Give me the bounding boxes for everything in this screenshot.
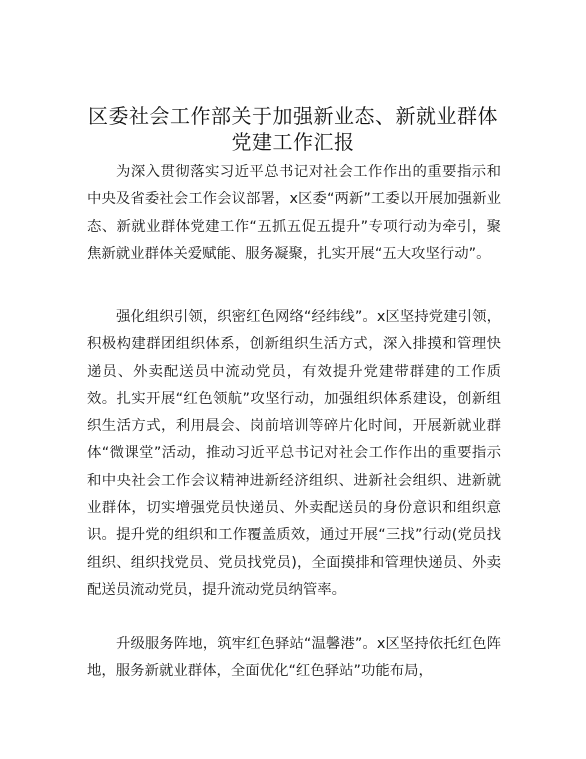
paragraph-lead: 升级服务阵地，筑牢红色驿站“温馨港”。 [116, 636, 377, 652]
paragraph-lead: 强化组织引领，织密红色网络“经纬线”。 [116, 309, 377, 325]
paragraph-service [87, 631, 501, 686]
paragraph-body: x区坚持依托红色阵地，服务新就业群体，全面优化“红色驿站”功能布局， [87, 636, 501, 680]
document-title-line-2: 党建工作汇报 [231, 130, 355, 154]
paragraph-organization [87, 304, 501, 604]
paragraph-intro [87, 159, 501, 268]
document-title-line-1: 区委社会工作部关于加强新业态、新就业群体 [88, 104, 498, 128]
paragraph-body: 为深入贯彻落实习近平总书记对社会工作作出的重要指示和中央及省委社会工作会议部署，x区委“两新”工委以开展加强新业态、新就业群体党建工作“五抓五促五提升”专项行动为牵引，聚焦新就业群体关爱赋能、服务凝聚，扎实开展“五大攻坚行动”。 [87, 164, 501, 262]
paragraph-body: x区坚持党建引领，积极构建群团组织体系，创新组织生活方式，深入排摸和管理快递员、外卖配送员中流动党员，有效提升党建带群建的工作质效。扎实开展“红色领航”攻坚行动，加强组织体系建设，创新组织生活方式，利用晨会、岗前培训等碎片化时间，开展新就业群体“微课堂”活动，推动习近平总书记对社会工作作出的重要指示和中央社会工作会议精神进新经济组织、进新社会组织、进新就业群体，切实增强党员快递员、外卖配送员的身份意识和组织意识。提升党的组织和工作覆盖质效，通过开展“三找”行动(党员找组织、组织找党员、党员找党员)，全面摸排和管理快递员、外卖配送员流动党员，提升流动党员纳管率。 [87, 309, 501, 598]
